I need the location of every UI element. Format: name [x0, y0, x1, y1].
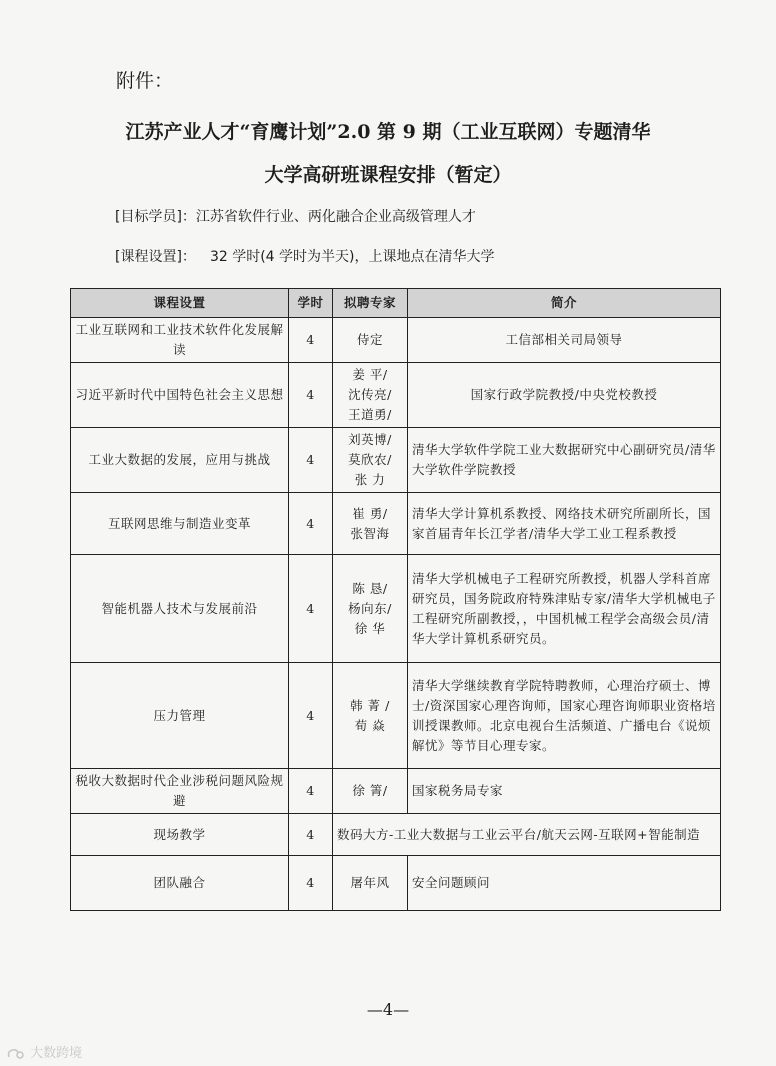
course-name: 互联网思维与制造业变革	[71, 493, 289, 555]
document-title-line1: 江苏产业人才“育鹰计划”2.0 第 9 期（工业互联网）专题清华	[125, 121, 651, 143]
site-visit-content: 数码大方-工业大数据与工业云平台/航天云网-互联网+智能制造	[333, 814, 721, 856]
course-hours: 4	[289, 769, 333, 814]
expert-name: 荀 焱	[354, 717, 386, 733]
expert-cell	[333, 493, 408, 555]
expert-name: 姜 平/	[352, 367, 388, 382]
course-description: 清华大学软件学院工业大数据研究中心副研究员/清华大学软件学院教授	[408, 428, 721, 493]
course-hours: 4	[289, 493, 333, 555]
watermark-text: 大数跨境	[30, 1046, 83, 1061]
table-row	[71, 493, 721, 555]
course-name: 现场教学	[71, 814, 289, 856]
course-hours: 4	[289, 856, 333, 911]
course-description: 工信部相关司局领导	[408, 318, 721, 363]
course-hours: 4	[289, 663, 333, 769]
expert-name: 杨向东/	[348, 600, 392, 616]
course-hours: 4	[289, 428, 333, 493]
course-hours: 4	[289, 318, 333, 363]
expert-name: 王道勇/	[348, 407, 392, 422]
expert-name: 侍定	[356, 332, 383, 347]
table-header-row	[71, 289, 721, 318]
table-row	[71, 318, 721, 363]
course-description: 国家税务局专家	[408, 769, 721, 814]
course-name: 税收大数据时代企业涉税问题风险规避	[71, 769, 289, 814]
table-row	[71, 814, 721, 856]
course-description: 清华大学机械电子工程研究所教授，机器人学科首席研究员，国务院政府特殊津贴专家/清华大学机械电子工程研究所副教授，，中国机械工程学会高级会员/清华大学计算机系研究员。	[408, 555, 721, 663]
course-description: 清华大学计算机系教授、网络技术研究所副所长，国家首届青年长江学者/清华大学工业工程系教授	[408, 493, 721, 555]
course-schedule-table	[70, 288, 721, 911]
header-experts: 拟聘专家	[333, 289, 408, 318]
course-name: 工业大数据的发展，应用与挑战	[71, 428, 289, 493]
course-name: 压力管理	[71, 663, 289, 769]
expert-name: 崔 勇/	[352, 505, 388, 521]
course-name: 习近平新时代中国特色社会主义思想	[71, 363, 289, 428]
expert-name: 张智海	[350, 525, 390, 541]
table-row	[71, 663, 721, 769]
expert-cell	[333, 318, 408, 363]
expert-cell	[333, 856, 408, 911]
target-students: [目标学员]：江苏省软件行业、两化融合企业高级管理人才	[115, 209, 476, 225]
expert-name: 徐 华	[354, 620, 386, 636]
header-course: 课程设置	[71, 289, 289, 318]
expert-name: 陈 恳/	[352, 580, 388, 596]
expert-name: 刘英博/	[348, 432, 392, 447]
expert-name: 屠年风	[350, 875, 390, 890]
course-setting	[115, 246, 494, 266]
table-body	[71, 318, 721, 911]
document-title-line2: 大学高研班课程安排（暂定）	[264, 164, 512, 186]
expert-cell	[333, 428, 408, 493]
table-row	[71, 769, 721, 814]
table-row	[71, 555, 721, 663]
expert-name: 徐 箐/	[352, 783, 388, 798]
header-hours: 学时	[289, 289, 333, 318]
course-hours: 4	[289, 814, 333, 856]
course-setting-value: 32 学时(4 学时为半天)，上课地点在清华大学	[209, 249, 495, 265]
attachment-label: 附件：	[116, 70, 174, 92]
expert-name: 张 力	[354, 472, 386, 487]
expert-cell	[333, 769, 408, 814]
course-name: 工业互联网和工业技术软件化发展解读	[71, 318, 289, 363]
expert-cell	[333, 363, 408, 428]
watermark	[6, 1042, 82, 1061]
expert-cell	[333, 555, 408, 663]
course-name: 智能机器人技术与发展前沿	[71, 555, 289, 663]
page-number: —4—	[366, 1000, 410, 1019]
course-hours: 4	[289, 363, 333, 428]
course-description: 清华大学继续教育学院特聘教师，心理治疗硕士、博士/资深国家心理咨询师，国家心理咨询师职业资格培训授课教师。北京电视台生活频道、广播电台《说烦解忧》等节目心理专家。	[408, 663, 721, 769]
course-name: 团队融合	[71, 856, 289, 911]
header-description: 简介	[408, 289, 721, 318]
expert-name: 莫欣农/	[348, 452, 392, 467]
expert-name: 韩 菁 /	[350, 697, 390, 713]
table-row	[71, 363, 721, 428]
course-hours: 4	[289, 555, 333, 663]
course-setting-label: [课程设置]：	[115, 249, 196, 265]
course-description: 安全问题顾问	[408, 856, 721, 911]
course-description: 国家行政学院教授/中央党校教授	[408, 363, 721, 428]
table-row	[71, 856, 721, 911]
watermark-logo-icon	[6, 1047, 26, 1061]
expert-cell	[333, 663, 408, 769]
table-row	[71, 428, 721, 493]
expert-name: 沈传亮/	[348, 387, 392, 402]
